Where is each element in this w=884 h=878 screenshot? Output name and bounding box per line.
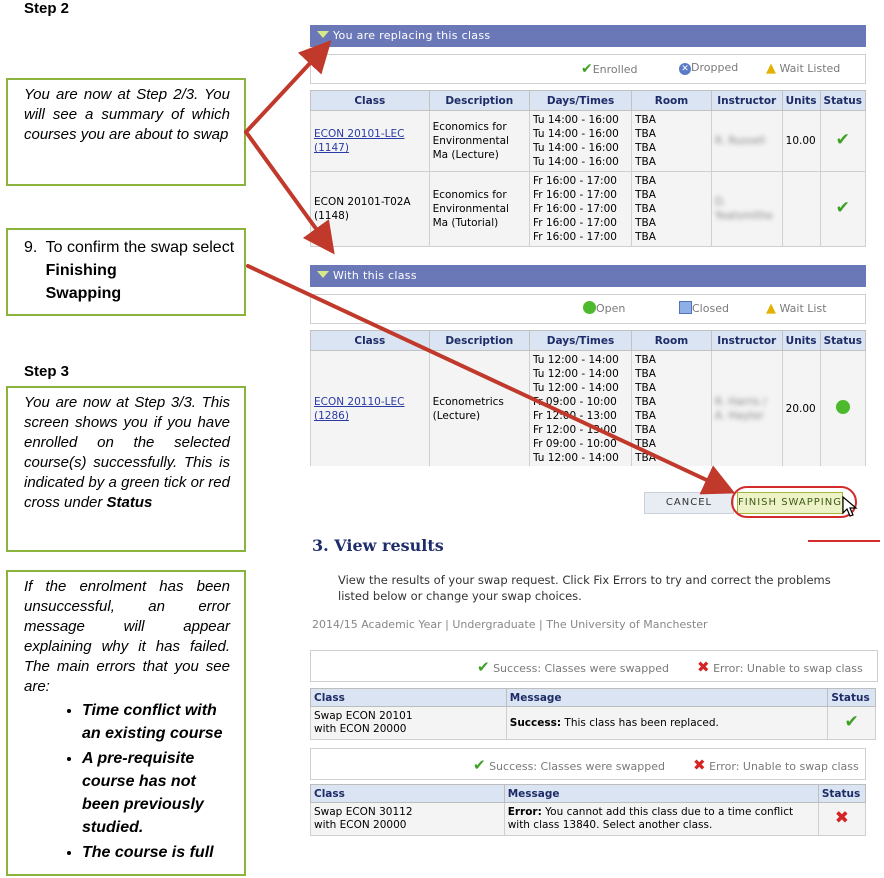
days-times-cell (530, 111, 632, 172)
col-description: Description (429, 331, 529, 351)
time-line: Tu 14:00 - 16:00 (533, 114, 619, 126)
results-table-1 (310, 688, 876, 740)
results-intro: View the results of your swap request. Click Fix Errors to try and correct the problems listed below or change your swap choices. (338, 573, 831, 603)
col-class: Class (311, 331, 430, 351)
room-line: TBA (635, 128, 656, 140)
room-line: TBA (635, 410, 656, 422)
days-times-cell (529, 351, 631, 468)
room-line: TBA (635, 231, 656, 243)
callout-confirm-bold2: Swapping (45, 285, 122, 302)
table-header-row (311, 785, 866, 803)
check-icon: ✔ (477, 658, 490, 676)
time-line: Fr 16:00 - 17:00 (533, 203, 617, 215)
callout-step3-bold: Status (106, 494, 153, 511)
message-cell (504, 803, 818, 836)
with-class-legend (310, 294, 866, 324)
instructor-name: R. Harris / A. Hayter (714, 396, 767, 422)
replacing-header-text: You are replacing this class (333, 29, 491, 42)
instructor-name: D. Yeatsmithe (714, 196, 773, 222)
time-line: Tu 12:00 - 14:00 (532, 354, 619, 366)
room-line: TBA (635, 156, 656, 168)
room-line: TBA (635, 438, 656, 450)
room-line: TBA (635, 424, 656, 436)
replacing-section-header[interactable] (310, 25, 866, 47)
time-line: Fr 16:00 - 17:00 (533, 189, 617, 201)
enrolled-check-icon: ✔ (835, 198, 850, 218)
table-row (311, 111, 866, 172)
table-row (311, 803, 866, 836)
legend-success (477, 658, 669, 676)
step-3-title: Step 3 (24, 363, 70, 380)
results-heading: 3. View results (312, 536, 444, 555)
error-cross-icon: ✖ (834, 807, 850, 828)
callout-step3-status (6, 386, 246, 552)
col-days-times: Days/Times (530, 91, 632, 111)
time-line: Fr 09:00 - 10:00 (532, 438, 617, 450)
days-times-cell (530, 172, 632, 247)
instructor-name: R. Russell (714, 135, 766, 147)
time-line: Fr 16:00 - 17:00 (533, 217, 617, 229)
class-line: with ECON 20000 (314, 819, 407, 831)
highlight-circle (731, 486, 857, 518)
legend-error (693, 756, 859, 774)
cancel-button[interactable]: CANCEL (644, 492, 734, 514)
col-message: Message (504, 785, 818, 803)
room-line: TBA (635, 368, 656, 380)
finish-swapping-button[interactable]: FINISH SWAPPING (737, 492, 843, 514)
col-description: Description (429, 91, 529, 111)
col-status: Status (828, 689, 876, 707)
legend-success-label: Success: Classes were swapped (493, 662, 669, 675)
col-status: Status (820, 331, 865, 351)
room-cell (632, 351, 712, 468)
legend-error-label: Error: Unable to swap class (709, 760, 859, 773)
replacing-table (310, 90, 866, 247)
col-class: Class (311, 91, 430, 111)
screenshot-cut (300, 466, 884, 482)
col-room: Room (632, 91, 712, 111)
col-instructor: Instructor (711, 91, 782, 111)
col-status: Status (818, 785, 865, 803)
callout-step-number: 9. (24, 239, 38, 256)
col-units: Units (782, 331, 820, 351)
table-header-row (311, 331, 866, 351)
collapse-triangle-icon[interactable] (317, 271, 329, 278)
time-line: Fr 16:00 - 17:00 (533, 175, 617, 187)
mouse-cursor-icon (842, 496, 858, 518)
units-cell (782, 172, 820, 247)
legend-wait-list (766, 301, 827, 316)
legend-dropped (679, 61, 738, 75)
class-link-econ-20110-lec[interactable]: ECON 20110-LEC (1286) (314, 396, 405, 422)
results-table-2 (310, 784, 866, 836)
room-line: TBA (635, 452, 656, 464)
legend-enrolled (581, 61, 638, 77)
legend-success-label: Success: Classes were swapped (489, 760, 665, 773)
legend-closed-label: Closed (692, 302, 729, 315)
error-list (24, 699, 230, 864)
callout-errors-text: If the enrolment has been unsuccessful, an error message will appear explaining why it has failed. The main errors that you see are: (24, 578, 230, 695)
check-icon: ✔ (473, 756, 486, 774)
open-circle-icon (836, 400, 850, 414)
time-line: Tu 14:00 - 16:00 (533, 142, 619, 154)
red-underline (808, 540, 880, 542)
room-cell (632, 172, 712, 247)
col-instructor: Instructor (711, 331, 782, 351)
room-line: TBA (635, 189, 656, 201)
room-cell (632, 111, 712, 172)
description-cell: Economics for Environmental Ma (Tutorial) (429, 172, 529, 247)
class-line: with ECON 20000 (314, 723, 407, 735)
collapse-triangle-icon[interactable] (317, 31, 329, 38)
col-message: Message (506, 689, 828, 707)
room-line: TBA (635, 203, 656, 215)
legend-dropped-label: Dropped (691, 61, 739, 74)
message-cell (506, 707, 828, 740)
legend-closed (679, 301, 729, 315)
description-cell: Economics for Environmental Ma (Lecture) (429, 111, 529, 172)
results-legend-2 (310, 748, 866, 780)
legend-error (697, 658, 863, 676)
table-row (311, 351, 866, 468)
room-line: TBA (635, 382, 656, 394)
message-bold: Success: (509, 716, 562, 729)
message-text: You cannot add this class due to a time conflict with class 13840. Select another class. (507, 806, 794, 831)
legend-wait-list-label: Wait List (779, 302, 827, 315)
term-info: 2014/15 Academic Year | Undergraduate | The University of Manchester (312, 618, 708, 631)
legend-error-label: Error: Unable to swap class (713, 662, 863, 675)
table-header-row (311, 689, 876, 707)
callout-confirm-bold1: Finishing (45, 262, 117, 279)
cross-icon: ✖ (697, 658, 710, 676)
col-days-times: Days/Times (529, 331, 631, 351)
legend-success (473, 756, 665, 774)
description-cell: Econometrics (Lecture) (429, 351, 529, 468)
room-line: TBA (635, 142, 656, 154)
with-class-header-text: With this class (333, 269, 417, 282)
time-line: Fr 12:00 - 13:00 (532, 410, 617, 422)
check-icon: ✔ (581, 61, 593, 77)
class-line: Swap ECON 30112 (314, 806, 413, 818)
class-cell (311, 707, 507, 740)
legend-open-label: Open (596, 302, 626, 315)
class-cell (311, 803, 505, 836)
replacing-legend (310, 54, 866, 84)
warning-triangle-icon: ▲ (766, 301, 776, 316)
units-cell: 10.00 (782, 111, 820, 172)
class-link-econ-20101-lec[interactable]: ECON 20101-LEC (1147) (314, 128, 405, 154)
error-item: • A pre-requisite course has not been previously studied. (82, 747, 230, 839)
col-units: Units (782, 91, 820, 111)
with-class-section-header[interactable] (310, 265, 866, 287)
time-line: Fr 09:00 - 10:00 (532, 396, 617, 408)
message-bold: Error: (507, 806, 542, 818)
message-text: This class has been replaced. (561, 716, 719, 729)
col-class: Class (311, 785, 505, 803)
time-line: Fr 12:00 - 13:00 (532, 424, 617, 436)
error-item: • Time conflict with an existing course (82, 699, 230, 745)
callout-step2-summary-text: You are now at Step 2/3. You will see a summary of which courses you are about to swap (24, 86, 230, 143)
error-item: • The course is full (82, 841, 230, 864)
with-class-table (310, 330, 866, 468)
time-line: Tu 12:00 - 14:00 (532, 368, 619, 380)
legend-wait-listed (766, 61, 840, 76)
time-line: Fr 16:00 - 17:00 (533, 231, 617, 243)
room-line: TBA (635, 175, 656, 187)
callout-confirm-text: To confirm the swap select (45, 239, 235, 256)
callout-step2-summary (6, 78, 246, 186)
enrolled-check-icon: ✔ (835, 130, 850, 150)
dropped-icon: ✕ (679, 63, 691, 75)
cross-icon: ✖ (693, 756, 706, 774)
table-row (311, 172, 866, 247)
table-row (311, 707, 876, 740)
col-class: Class (311, 689, 507, 707)
time-line: Tu 12:00 - 14:00 (532, 382, 619, 394)
time-line: Tu 14:00 - 16:00 (533, 128, 619, 140)
room-line: TBA (635, 217, 656, 229)
step-2-title: Step 2 (24, 0, 70, 17)
callout-step3-text: You are now at Step 3/3. This screen shows you if you have enrolled on the selected course(s) successfully. This is indicated by a green tick or red cross under (24, 394, 230, 511)
col-room: Room (632, 331, 712, 351)
warning-triangle-icon: ▲ (766, 61, 776, 76)
callout-errors (6, 570, 246, 876)
closed-square-icon (679, 301, 692, 314)
class-cell: ECON 20101-T02A (1148) (311, 172, 430, 247)
time-line: Tu 12:00 - 14:00 (532, 452, 619, 464)
open-circle-icon (583, 301, 596, 314)
room-line: TBA (635, 114, 656, 126)
legend-wait-listed-label: Wait Listed (779, 62, 841, 75)
time-line: Tu 14:00 - 16:00 (533, 156, 619, 168)
legend-open (583, 301, 625, 315)
room-line: TBA (635, 396, 656, 408)
table-header-row (311, 91, 866, 111)
success-check-icon: ✔ (844, 711, 859, 732)
legend-enrolled-label: Enrolled (592, 63, 638, 76)
col-status: Status (820, 91, 865, 111)
units-cell: 20.00 (782, 351, 820, 468)
class-line: Swap ECON 20101 (314, 710, 413, 722)
room-line: TBA (635, 354, 656, 366)
callout-confirm-swap (6, 228, 246, 316)
results-legend-1 (310, 650, 878, 682)
